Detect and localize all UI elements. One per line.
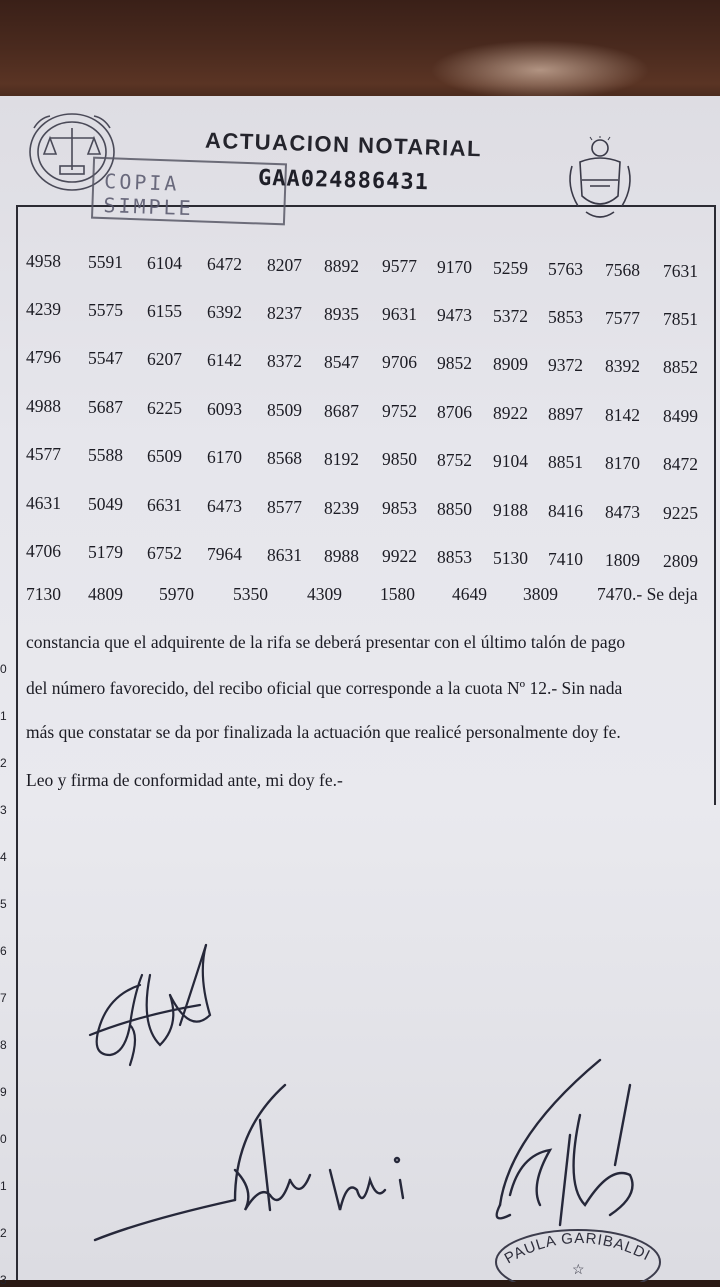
raffle-number: 6093 [207, 398, 242, 419]
raffle-number: 8568 [267, 447, 302, 468]
document-title: ACTUACION NOTARIAL [204, 127, 483, 162]
raffle-number: 6170 [207, 446, 242, 467]
raffle-number: 5763 [548, 259, 583, 280]
margin-line-number: 2 [0, 1226, 7, 1240]
raffle-number: 5575 [88, 299, 123, 320]
raffle-number: 8988 [324, 545, 359, 566]
raffle-number: 9473 [437, 305, 472, 326]
raffle-number: 8706 [437, 402, 472, 423]
margin-line-number: 9 [0, 1085, 7, 1099]
raffle-number: 4988 [26, 396, 61, 416]
raffle-number: 8499 [663, 405, 698, 426]
margin-line-number: 3 [0, 1273, 7, 1287]
raffle-number: 5687 [88, 396, 123, 417]
margin-line-number: 0 [0, 1132, 7, 1146]
raffle-number: 4809 [88, 584, 123, 604]
raffle-number: 9752 [382, 401, 417, 422]
body-line-2: del número favorecido, del recibo oficial que corresponde a la cuota Nº 12.- Sin nada [26, 678, 623, 698]
margin-line-number: 1 [0, 709, 7, 723]
raffle-number: 4649 [452, 584, 487, 604]
margin-line-number: 6 [0, 944, 7, 958]
margin-line-number: 2 [0, 756, 7, 770]
raffle-number: 8577 [267, 496, 302, 517]
coat-of-arms-icon [562, 136, 638, 226]
raffle-number: 1809 [605, 550, 640, 570]
raffle-number: 9225 [663, 502, 698, 523]
margin-line-number: 8 [0, 1038, 7, 1052]
ante-mi-handwriting [85, 1070, 485, 1270]
raffle-number: 6155 [147, 300, 182, 321]
body-line-4: Leo y firma de conformidad ante, mi doy fe.- [26, 770, 343, 790]
number-row [26, 541, 720, 569]
raffle-number: 8237 [267, 302, 302, 323]
raffle-number: 8547 [324, 351, 359, 372]
raffle-number: 5049 [88, 493, 123, 514]
raffle-number: 8909 [493, 354, 528, 375]
raffle-number: 8472 [663, 453, 698, 474]
margin-line-number: 5 [0, 897, 7, 911]
number-row [26, 347, 720, 375]
margin-line-number: 4 [0, 850, 7, 864]
raffle-number: 6631 [147, 494, 182, 515]
raffle-number: 8192 [324, 448, 359, 469]
raffle-number: 2809 [663, 550, 698, 571]
raffle-number: 7130 [26, 584, 61, 604]
raffle-number: 9372 [548, 355, 583, 376]
body-line-3: más que constatar se da por finalizada la actuación que realicé personalmente doy fe. [26, 722, 621, 742]
svg-text:PAULA GARIBALDI [502, 1230, 654, 1267]
raffle-number: 9631 [382, 304, 417, 325]
raffle-number: 3809 [523, 584, 558, 604]
page-frame-left [16, 205, 18, 1280]
raffle-number: 5547 [88, 347, 123, 368]
seal-text: PAULA GARIBALDI [501, 1229, 654, 1268]
copia-simple-stamp: COPIA SIMPLE [91, 157, 287, 226]
raffle-number: 5350 [233, 584, 268, 604]
raffle-number: 8170 [605, 453, 640, 473]
raffle-number: 9170 [437, 257, 472, 278]
raffle-number: 7568 [605, 260, 640, 280]
raffle-number: 6472 [207, 253, 242, 274]
raffle-number: 4631 [26, 493, 61, 513]
serial-number: GAA024886431 [257, 165, 430, 196]
raffle-number: 4796 [26, 347, 61, 367]
number-row [26, 299, 720, 327]
raffle-number: 8897 [548, 404, 583, 425]
number-row-last [26, 584, 720, 612]
raffle-number: 9852 [437, 353, 472, 374]
raffle-number: 5259 [493, 258, 528, 279]
raffle-number: 4958 [26, 251, 61, 271]
body-line-1: constancia que el adquirente de la rifa se deberá presentar con el último talón de pago [26, 632, 626, 652]
raffle-number: 7577 [605, 308, 640, 328]
margin-line-number: 0 [0, 662, 7, 676]
raffle-number: 6225 [147, 397, 182, 418]
raffle-number: 6392 [207, 301, 242, 322]
raffle-number: 8935 [324, 303, 359, 324]
raffle-number: 6473 [207, 495, 242, 516]
raffle-number: 8752 [437, 450, 472, 471]
raffle-number: 9104 [493, 451, 528, 472]
raffle-number: 5591 [88, 251, 123, 272]
raffle-number: 6752 [147, 542, 182, 563]
raffle-number: 8631 [267, 544, 302, 565]
raffle-number: 8850 [437, 499, 472, 520]
number-row [26, 444, 720, 472]
raffle-number: 5970 [159, 584, 194, 604]
raffle-number: 6104 [147, 252, 182, 273]
raffle-number-with-text: 7470.- Se deja [597, 584, 698, 604]
raffle-number: 6142 [207, 349, 242, 370]
raffle-number: 4309 [307, 584, 342, 604]
raffle-number: 8142 [605, 405, 640, 425]
raffle-number: 9577 [382, 256, 417, 277]
notary-name-stamp [488, 1222, 668, 1282]
raffle-number: 8416 [548, 501, 583, 522]
light-glare [430, 40, 650, 100]
number-row [26, 251, 720, 279]
raffle-number: 8239 [324, 497, 359, 518]
margin-line-number: 3 [0, 803, 7, 817]
margin-line-number: 7 [0, 991, 7, 1005]
raffle-number: 7631 [663, 260, 698, 281]
notary-signature [470, 1055, 690, 1235]
raffle-number: 4706 [26, 541, 61, 561]
raffle-number: 8473 [605, 502, 640, 522]
raffle-number: 9188 [493, 500, 528, 521]
raffle-number: 6207 [147, 348, 182, 369]
raffle-number: 5853 [548, 307, 583, 328]
raffle-number: 9853 [382, 498, 417, 519]
raffle-number: 8922 [493, 403, 528, 424]
raffle-number: 7410 [548, 549, 583, 570]
raffle-number: 9706 [382, 352, 417, 373]
raffle-number: 7964 [207, 543, 242, 564]
raffle-number: 9850 [382, 449, 417, 470]
raffle-number: 8853 [437, 547, 472, 568]
raffle-number: 8892 [324, 255, 359, 276]
raffle-number: 8372 [267, 350, 302, 371]
raffle-number: 8392 [605, 356, 640, 376]
raffle-number: 9922 [382, 546, 417, 567]
star-icon: ☆ [572, 1263, 585, 1278]
raffle-number: 7851 [663, 308, 698, 329]
raffle-number: 5179 [88, 541, 123, 562]
raffle-number: 6509 [147, 445, 182, 466]
raffle-number: 4239 [26, 299, 61, 319]
number-row [26, 493, 720, 521]
raffle-number: 5372 [493, 306, 528, 327]
number-row [26, 396, 720, 424]
raffle-number: 4577 [26, 444, 61, 464]
raffle-number: 8851 [548, 452, 583, 473]
raffle-number: 5130 [493, 548, 528, 569]
raffle-number: 8687 [324, 400, 359, 421]
raffle-number: 5588 [88, 444, 123, 465]
raffle-number: 8207 [267, 254, 302, 275]
raffle-number: 8509 [267, 399, 302, 420]
raffle-number: 8852 [663, 356, 698, 377]
margin-line-number: 1 [0, 1179, 7, 1193]
raffle-number: 1580 [380, 584, 415, 604]
